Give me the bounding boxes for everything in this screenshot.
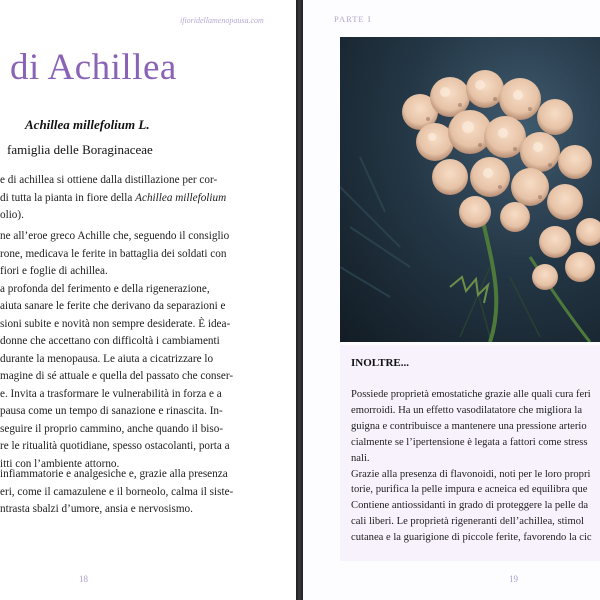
text-line: aiuta sanare le ferite che derivano da separazioni e xyxy=(0,300,226,312)
text-line: durante la menopausa. Le aiuta a cicatrizzare lo xyxy=(0,352,214,365)
botanical-name: Achillea millefolium L. xyxy=(25,117,150,132)
text-line: guigna e contribuisce a mantenere una pressione arterio xyxy=(351,420,587,432)
text-line: Possiede proprietà emostatiche grazie alle quali cura feri xyxy=(351,389,591,400)
text-line: cali liberi. Le proprietà rigeneranti dell’achillea, stimol xyxy=(351,516,584,528)
text-line: Contiene antiossidanti in grado di proteggere la pelle da xyxy=(351,500,589,512)
text-line: Grazie alla presenza di flavonoidi, noti per le loro propri xyxy=(351,468,591,480)
paragraph-properties xyxy=(0,466,288,519)
text-line: nali. xyxy=(351,452,370,464)
info-box-title: INOLTRE... xyxy=(351,357,409,369)
text-line: itti con l’ambiente attorno. xyxy=(0,457,120,470)
paragraph-history xyxy=(0,228,288,473)
info-box-text xyxy=(351,387,600,546)
text-line: a profonda del ferimento e della rigenerazione, xyxy=(0,282,210,295)
text-line: e. Invita a trasformare le vulnerabilità in forza e a xyxy=(0,387,222,400)
text-line: cutanea e la guarigione di piccole ferite, favorendo la cic xyxy=(351,532,592,544)
text-line: eri, come il camazulene e il borneolo, calma il siste- xyxy=(0,485,234,498)
info-box xyxy=(340,345,600,561)
text-line: olio). xyxy=(0,209,24,221)
plant-family: famiglia delle Boraginaceae xyxy=(7,142,153,157)
text-line: emorroidi. Ha un effetto vasodilatatore che migliora la xyxy=(351,404,583,416)
part-label: PARTE I xyxy=(334,14,372,24)
page-number-right: 19 xyxy=(509,574,518,584)
text-line: e di achillea si ottiene dalla distillazione per cor- xyxy=(0,174,218,186)
text-line: torie, purifica la pelle impura e acneica ed equilibra que xyxy=(351,484,588,496)
text-line: rone, medicava le ferite in battaglia dei soldati con xyxy=(0,247,227,260)
text-line: donne che accettano con difficoltà i cambiamenti xyxy=(0,335,220,347)
text-line: ntrasta sbalzi d’umore, ansia e nervosismo. xyxy=(0,503,193,515)
text-line: seguire il proprio cammino, anche quando il biso- xyxy=(0,422,224,435)
text-line: magine di sé attuale e quella del passato che conser- xyxy=(0,370,234,382)
page-number-left: 18 xyxy=(79,574,88,584)
book-spine xyxy=(296,0,303,600)
text-line: infiammatorie e analgesiche e, grazie alla presenza xyxy=(0,468,228,480)
text-line: pausa come un tempo di sanazione e rinascita. In- xyxy=(0,405,223,417)
site-url: ifioridellamenopausa.com xyxy=(180,16,264,25)
achillea-flower-photo xyxy=(340,37,600,342)
text-line: cialmente se l’ipertensione è legata a fattori come stress xyxy=(351,436,588,448)
text-line: ne all’eroe greco Achille che, seguendo il consiglio xyxy=(0,230,230,242)
text-line: re le ritualità quotidiane, spesso ostacolanti, porta a xyxy=(0,440,230,452)
text-line: fiori e foglie di achillea. xyxy=(0,265,108,277)
text-line: sioni subite e novità non sempre desiderate. È idea- xyxy=(0,317,231,330)
paragraph-intro xyxy=(0,172,288,225)
text-line: di tutta la pianta in fiore della Achillea millefolium xyxy=(0,191,227,204)
left-page xyxy=(0,0,296,600)
right-page xyxy=(303,0,600,600)
page-title: di Achillea xyxy=(10,47,177,88)
